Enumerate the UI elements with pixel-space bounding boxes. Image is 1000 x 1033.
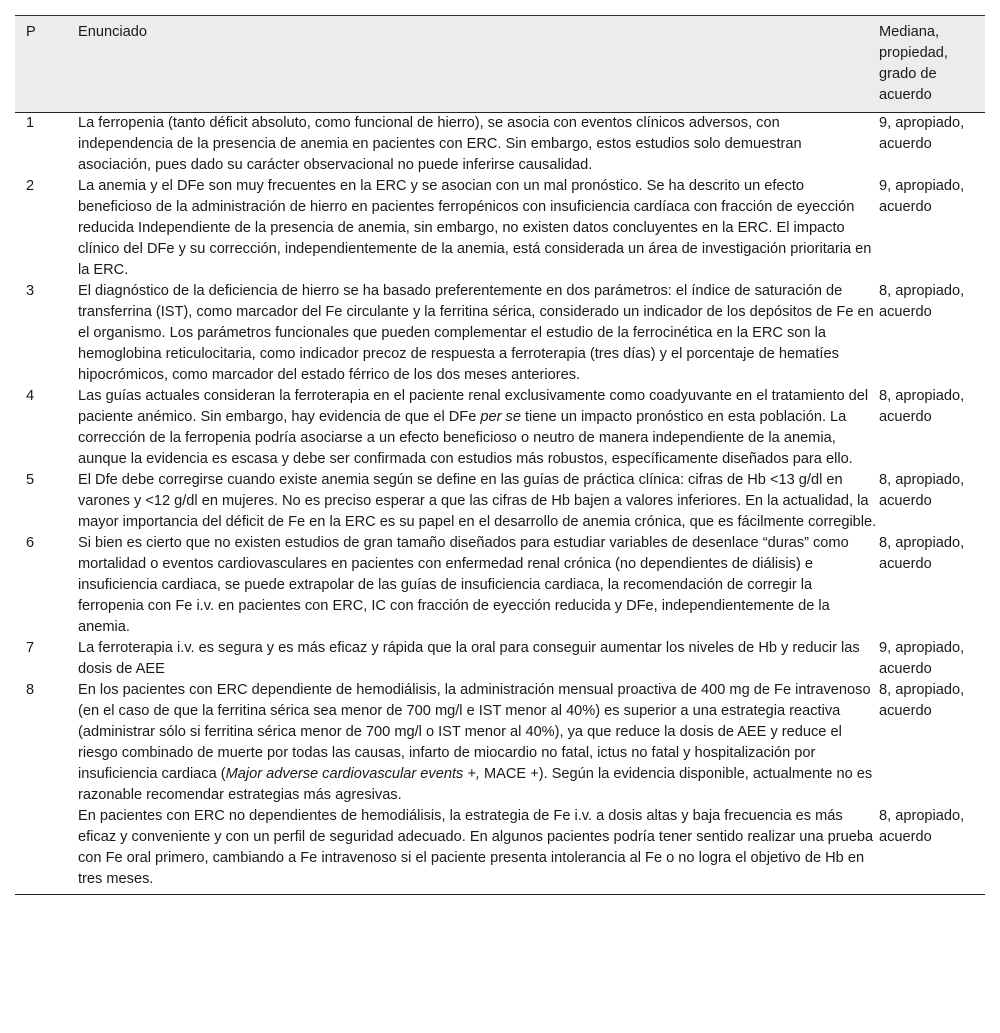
row-number: 7 (26, 640, 35, 656)
row-statement-part: Las guías actuales consideran la ferroterapia en el paciente renal exclusivamente como coadyuvante en el tratamiento del paciente anémico. Sin embargo, hay evidencia de que el DFe (78, 388, 869, 425)
row-statement (78, 386, 879, 470)
row-value: 9, apropiado, acuerdo (879, 115, 965, 152)
row-statement: Si bien es cierto que no existen estudios de gran tamaño diseñados para estudiar variables de desenlace “duras” como mortalidad o eventos cardiovasculares en pacientes con enfermedad renal crónica (no dependientes de diálisis) e insuficiencia cardiaca, se puede extrapolar de las guías de insuficiencia cardiaca, la recomendación de corregir la ferropenia con Fe i.v. en pacientes con ERC, IC con fracción de eyección reducida y DFe, independientemente de la anemia. (78, 535, 849, 635)
row-value: 8, apropiado, acuerdo (879, 535, 965, 572)
table-row (15, 386, 985, 470)
row-statement-italic: per se (480, 409, 521, 425)
row-statement: El Dfe debe corregirse cuando existe anemia según se define en las guías de práctica clínica: cifras de Hb <13 g/dl en varones y <12 g/dl en mujeres. No es preciso esperar a que las cifras de Hb bajen a valores inferiores. En la actualidad, la mayor importancia del déficit de Fe en la ERC es su papel en el desarrollo de anemia crónica, que es fácilmente corregible. (78, 472, 877, 530)
table-row (15, 113, 985, 177)
row-statement: La ferroterapia i.v. es segura y es más eficaz y rápida que la oral para conseguir aumentar los niveles de Hb y reducir las dosis de AEE (78, 640, 860, 677)
header-valoracion: Mediana, propiedad, grado de acuerdo (879, 16, 985, 113)
row-statement-part: tiene un impacto pronóstico en esta población. La corrección de la ferropenia podría asociarse a un efecto beneficioso o neutro de manera independiente de la anemia, aunque la evidencia es escasa y debe ser confirmada con estudios más robustos, específicamente diseñados para ello. (78, 409, 853, 467)
row-statement (78, 680, 879, 806)
row-statement: La ferropenia (tanto déficit absoluto, como funcional de hierro), se asocia con eventos clínicos adversos, con independencia de la presencia de anemia en pacientes con ERC. Sin embargo, estos estudios solo demuestran asociación, pues dado su carácter observacional no puede inferirse causalidad. (78, 115, 802, 173)
consensus-table (15, 15, 985, 895)
table-row (15, 533, 985, 638)
table-row (15, 806, 985, 895)
table-row (15, 680, 985, 806)
row-value: 8, apropiado, acuerdo (879, 806, 985, 895)
table-header-row (15, 16, 985, 113)
row-statement-part: En los pacientes con ERC dependiente de hemodiálisis, la administración mensual proactiva de 400 mg de Fe intravenoso (en el caso de que la ferritina sérica sea menor de 700 mg/l e IST menor al 40%) es superior a una estrategia reactiva (administrar sólo si ferritina sérica menor de 700 mg/l o IST menor al 40%), ya que reduce la dosis de AEE y reduce el riesgo combinado de muerte por todas las causas, infarto de miocardio no fatal, ictus no fatal y hospitalización por insuficiencia cardiaca ( (78, 682, 871, 782)
row-number: 2 (26, 178, 35, 194)
row-value: 9, apropiado, acuerdo (879, 640, 965, 677)
table-row (15, 281, 985, 386)
row-statement: En pacientes con ERC no dependientes de hemodiálisis, la estrategia de Fe i.v. a dosis altas y baja frecuencia es más eficaz y conveniente y con un perfil de seguridad adecuado. En algunos pacientes podría tener sentido realizar una prueba con Fe oral primero, cambiando a Fe intravenoso si el paciente presenta intolerancia al Fe o no logra el objetivo de Hb en tres meses. (78, 806, 879, 895)
table-row (15, 176, 985, 281)
row-number: 5 (26, 472, 35, 488)
row-number (15, 806, 78, 895)
row-number: 4 (26, 388, 35, 404)
row-statement: El diagnóstico de la deficiencia de hierro se ha basado preferentemente en dos parámetros: el índice de saturación de transferrina (IST), como marcador del Fe circulante y la ferritina sérica, considerado un indicador de los depósitos de Fe en el organismo. Los parámetros funcionales que pueden complementar el estudio de la ferrocinética en la ERC son la hemoglobina reticulocitaria, como indicador precoz de respuesta a ferroterapia (tres días) y el porcentaje de hematíes hipocrómicos, como marcador del estado férrico de los dos meses anteriores. (78, 283, 874, 383)
row-number: 6 (26, 535, 35, 551)
row-value: 9, apropiado, acuerdo (879, 178, 965, 215)
table-row (15, 638, 985, 680)
row-statement-part: MACE +). Según la evidencia disponible, actualmente no es razonable recomendar estrategias más agresivas. (78, 766, 873, 803)
row-value: 8, apropiado, acuerdo (879, 472, 965, 509)
header-enunciado: Enunciado (78, 16, 879, 113)
row-statement: La anemia y el DFe son muy frecuentes en la ERC y se asocian con un mal pronóstico. Se ha descrito un efecto beneficioso de la administración de hierro en pacientes ferropénicos con insuficiencia cardíaca con fracción de eyección reducida Independiente de la presencia de anemia, sin embargo, no existen datos concluyentes en la ERC. El impacto clínico del DFe y su corrección, independientemente de la anemia, está considerada un área de investigación prioritaria en la ERC. (78, 178, 872, 278)
row-value: 8, apropiado, acuerdo (879, 388, 965, 425)
row-number: 1 (26, 115, 35, 131)
table-row (15, 470, 985, 533)
row-value: 8, apropiado, acuerdo (879, 283, 965, 320)
row-statement-italic: Major adverse cardiovascular events +, (225, 766, 480, 782)
header-p: P (15, 16, 78, 113)
row-number: 8 (26, 682, 35, 698)
row-number: 3 (26, 283, 35, 299)
row-value: 8, apropiado, acuerdo (879, 682, 965, 719)
